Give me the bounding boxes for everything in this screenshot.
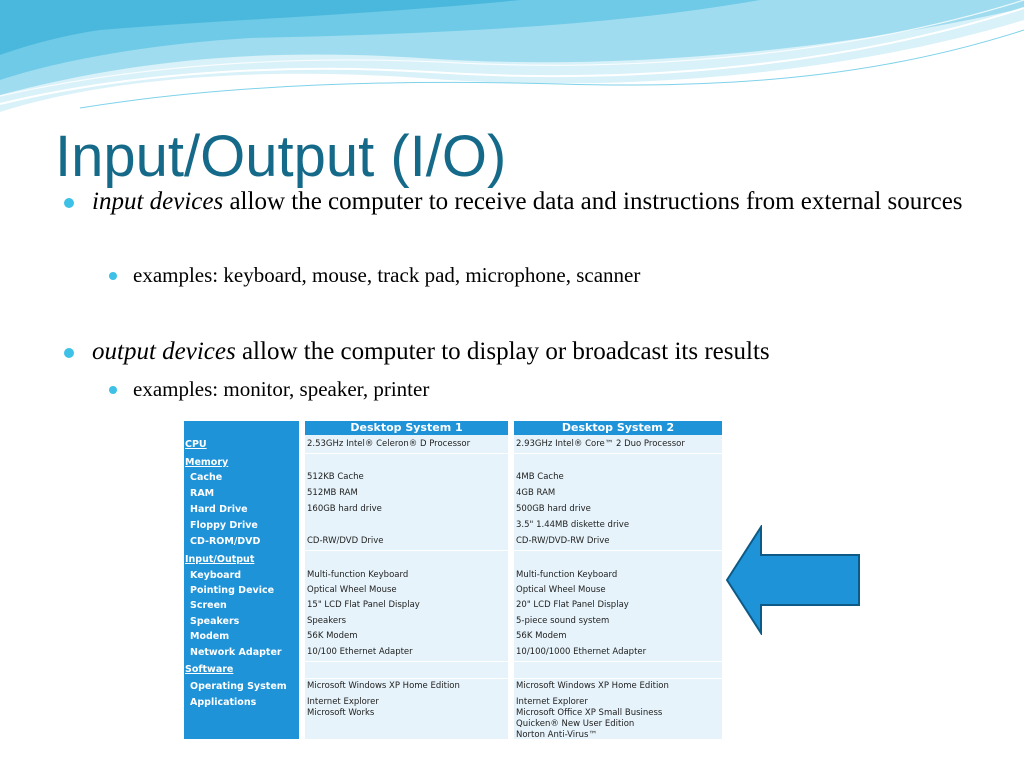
row-label: Hard Drive	[184, 502, 299, 517]
row-separator	[514, 453, 722, 454]
system2-value: 500GB hard drive	[516, 504, 591, 514]
row-label: Modem	[184, 629, 299, 644]
input-examples-text: examples: keyboard, mouse, track pad, microphone, scanner	[133, 263, 641, 287]
system2-value: 4MB Cache	[516, 472, 564, 482]
row-label: Network Adapter	[184, 645, 299, 660]
system2-value: Multi-function Keyboard	[516, 570, 618, 580]
system1-value: 10/100 Ethernet Adapter	[307, 647, 413, 657]
system2-value: CD-RW/DVD-RW Drive	[516, 536, 610, 546]
row-separator	[514, 678, 722, 679]
bullet-dot-icon	[64, 348, 74, 358]
row-separator	[305, 453, 508, 454]
row-label: Speakers	[184, 614, 299, 629]
row-label: Keyboard	[184, 568, 299, 583]
sub-bullet-output-examples	[133, 375, 429, 403]
system2-value: 3.5" 1.44MB diskette drive	[516, 520, 630, 530]
row-label: CPU	[184, 437, 299, 452]
term-input-devices: input devices	[92, 188, 224, 215]
header-desktop-system-2: Desktop System 2	[514, 421, 722, 435]
row-label: Screen	[184, 598, 299, 613]
header-wave-decoration	[0, 0, 1024, 130]
system2-value: Microsoft Windows XP Home Edition	[516, 681, 669, 691]
system1-value: 56K Modem	[307, 631, 358, 641]
system1-value: Internet Explorer Microsoft Works	[307, 697, 379, 718]
header-desktop-system-1: Desktop System 1	[305, 421, 508, 435]
row-separator	[514, 550, 722, 551]
row-label: Cache	[184, 470, 299, 485]
bullet-dot-icon	[64, 198, 74, 208]
slide-title: Input/Output (I/O)	[55, 124, 507, 189]
row-label: Memory	[184, 455, 299, 470]
sub-bullet-dot-icon	[109, 386, 117, 394]
output-examples-text: examples: monitor, speaker, printer	[133, 377, 430, 401]
system1-value: Speakers	[307, 616, 347, 626]
system2-value: 5-piece sound system	[516, 616, 610, 626]
system2-value: 2.93GHz Intel® Core™ 2 Duo Processor	[516, 439, 685, 449]
row-label: Input/Output	[184, 552, 299, 567]
row-separator	[514, 661, 722, 662]
sub-bullet-input-examples	[133, 261, 640, 289]
system1-value: 15" LCD Flat Panel Display	[307, 600, 420, 610]
system1-value: 512KB Cache	[307, 472, 364, 482]
row-label: Floppy Drive	[184, 518, 299, 533]
row-label: Operating System	[184, 679, 299, 694]
system1-value: 2.53GHz Intel® Celeron® D Processor	[307, 439, 471, 449]
row-label: Software	[184, 662, 299, 677]
bullet-input-text: allow the computer to receive data and instructions from external sources	[223, 188, 963, 215]
row-label: CD-ROM/DVD	[184, 534, 299, 549]
system1-value: CD-RW/DVD Drive	[307, 536, 384, 546]
row-label: RAM	[184, 486, 299, 501]
system1-value: Microsoft Windows XP Home Edition	[307, 681, 460, 691]
row-separator	[305, 661, 508, 662]
sub-bullet-dot-icon	[109, 272, 117, 280]
row-label: Pointing Device	[184, 583, 299, 598]
term-output-devices: output devices	[92, 338, 236, 365]
system2-value: 56K Modem	[516, 631, 567, 641]
system1-value: 512MB RAM	[307, 488, 358, 498]
system2-value: 10/100/1000 Ethernet Adapter	[516, 647, 647, 657]
row-label: Applications	[184, 695, 299, 710]
desktop-comparison-table	[184, 421, 722, 739]
bullet-output-text: allow the computer to display or broadcast its results	[235, 338, 770, 365]
bullet-output-devices	[92, 334, 972, 369]
bullet-input-devices	[92, 184, 972, 219]
system1-value: Optical Wheel Mouse	[307, 585, 397, 595]
system2-value: 4GB RAM	[516, 488, 556, 498]
system2-value: Internet Explorer Microsoft Office XP Small Business Quicken® New User Edition Norton Anti-Virus™	[516, 697, 663, 740]
row-separator	[305, 678, 508, 679]
system1-value: Multi-function Keyboard	[307, 570, 409, 580]
row-separator	[305, 550, 508, 551]
left-arrow-icon	[725, 525, 861, 635]
system1-value: 160GB hard drive	[307, 504, 382, 514]
system2-value: Optical Wheel Mouse	[516, 585, 606, 595]
system2-value: 20" LCD Flat Panel Display	[516, 600, 629, 610]
